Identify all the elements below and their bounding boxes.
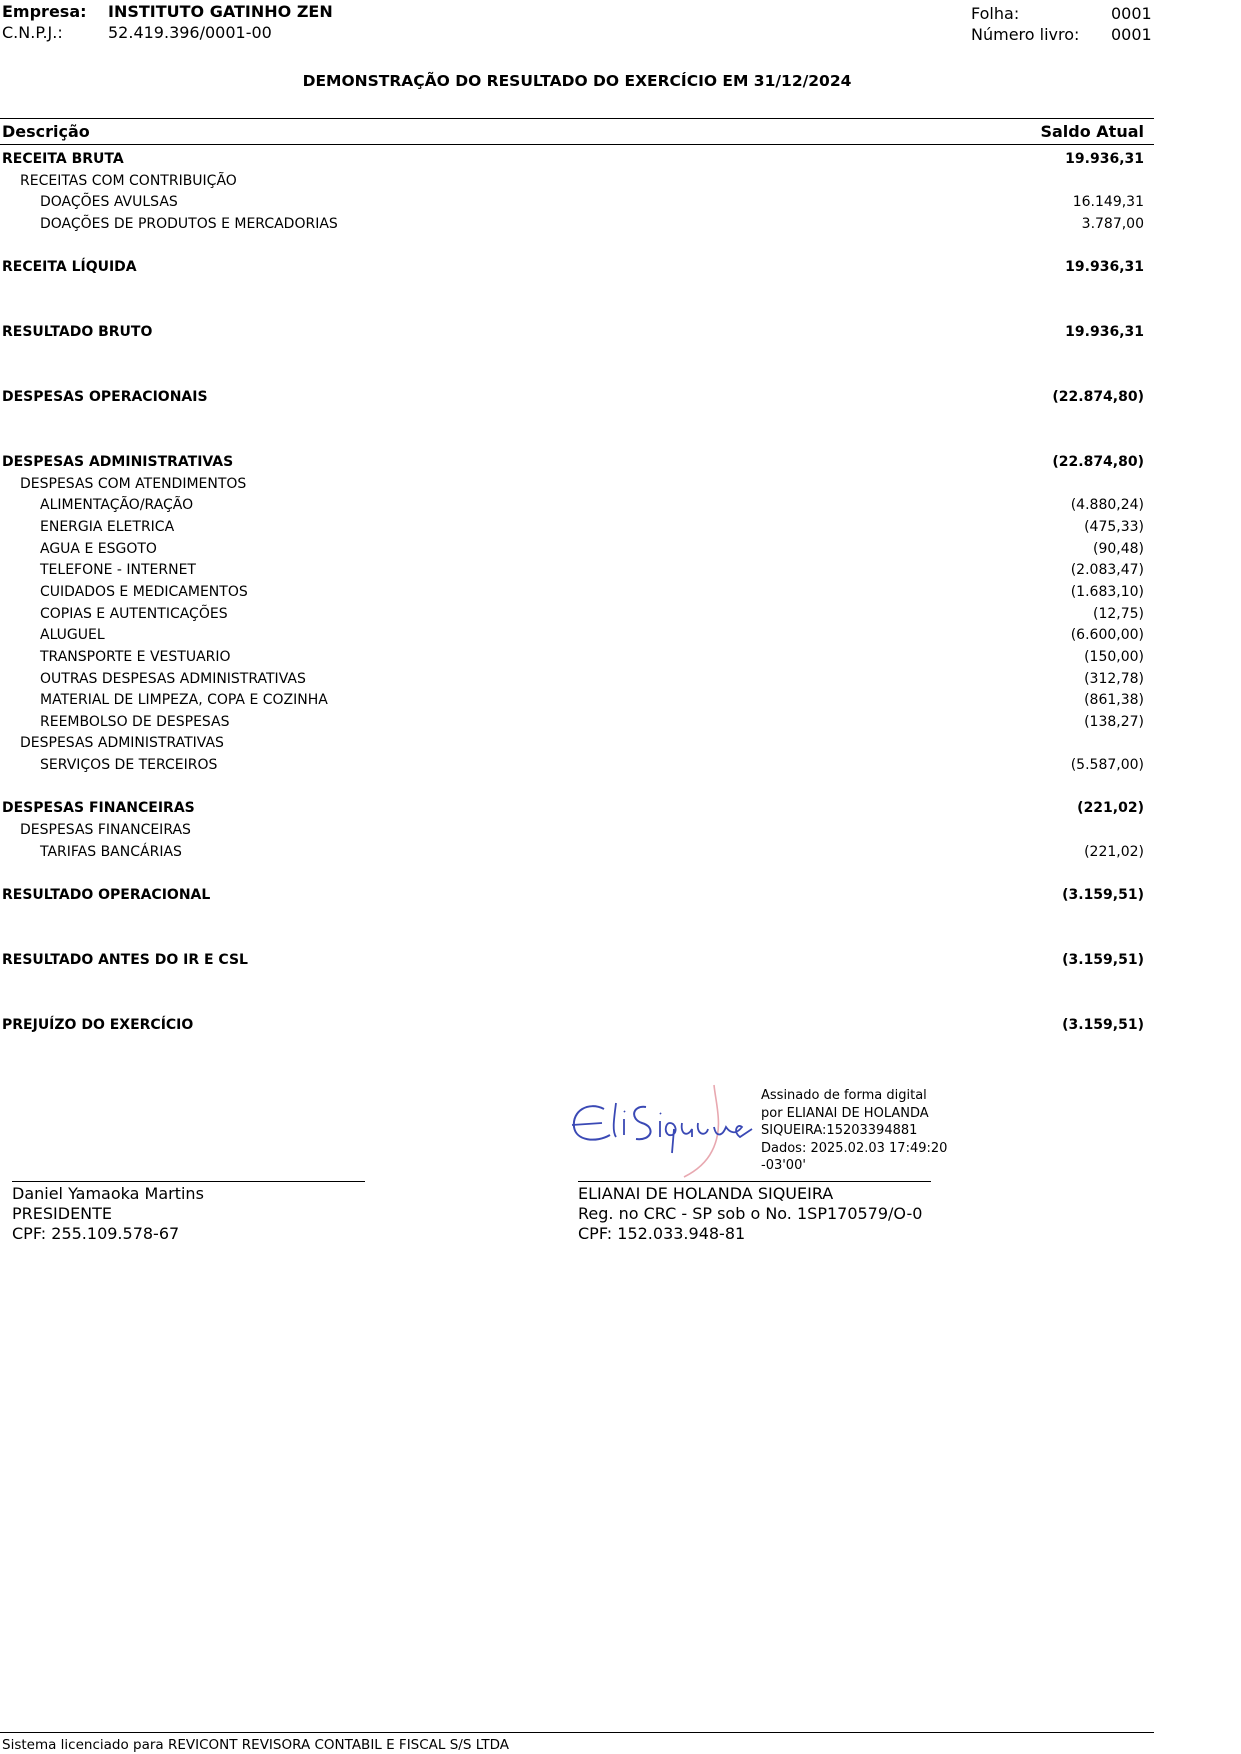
digital-signature-stamp <box>761 1087 947 1175</box>
row-label: RECEITA LÍQUIDA <box>2 259 137 275</box>
row-label: RECEITA BRUTA <box>2 151 124 167</box>
row-label: REEMBOLSO DE DESPESAS <box>40 714 230 730</box>
cnpj-label: C.N.P.J.: <box>2 23 63 42</box>
row-label: MATERIAL DE LIMPEZA, COPA E COZINHA <box>40 692 328 708</box>
signer-name: ELIANAI DE HOLANDA SIQUEIRA <box>578 1184 834 1203</box>
signer-name: Daniel Yamaoka Martins <box>12 1184 204 1203</box>
table-row <box>0 582 1144 602</box>
table-row <box>0 539 1144 559</box>
row-value: (861,38) <box>1084 692 1144 708</box>
table-row <box>0 214 1144 234</box>
table-row <box>0 322 1144 342</box>
right-signature-line <box>578 1181 931 1182</box>
row-label: RESULTADO OPERACIONAL <box>2 887 211 903</box>
row-value: 19.936,31 <box>1065 324 1144 340</box>
company-label: Empresa: <box>2 2 87 21</box>
signer-role: Reg. no CRC - SP sob o No. 1SP170579/O-0 <box>578 1204 923 1223</box>
row-value: (221,02) <box>1077 800 1144 816</box>
table-row <box>0 452 1144 472</box>
row-value: (150,00) <box>1084 649 1144 665</box>
table-row <box>0 669 1144 689</box>
table-row <box>0 712 1144 732</box>
table-row <box>0 647 1144 667</box>
signer-cpf: CPF: 255.109.578-67 <box>12 1224 180 1243</box>
stamp-line: Assinado de forma digital <box>761 1088 927 1103</box>
stamp-line: Dados: 2025.02.03 17:49:20 <box>761 1140 948 1156</box>
row-label: OUTRAS DESPESAS ADMINISTRATIVAS <box>40 671 306 687</box>
report-title: DEMONSTRAÇÃO DO RESULTADO DO EXERCÍCIO EM 31/12/2024 <box>302 72 852 90</box>
row-value: (3.159,51) <box>1062 1017 1144 1033</box>
row-value: (221,02) <box>1084 844 1144 860</box>
row-value: (12,75) <box>1092 606 1144 622</box>
table-row <box>0 733 1144 753</box>
table-row <box>0 820 1144 840</box>
table-row <box>0 625 1144 645</box>
table-row <box>0 149 1144 169</box>
row-label: RESULTADO BRUTO <box>2 324 153 340</box>
row-label: AGUA E ESGOTO <box>40 541 157 557</box>
row-label: DESPESAS ADMINISTRATIVAS <box>2 454 234 470</box>
row-value: (22.874,80) <box>1052 454 1144 470</box>
table-row <box>0 690 1144 710</box>
row-label: CUIDADOS E MEDICAMENTOS <box>40 584 248 600</box>
row-value: (6.600,00) <box>1070 627 1144 643</box>
table-header-rule <box>0 144 1154 145</box>
stamp-line: por ELIANAI DE HOLANDA <box>761 1105 929 1121</box>
table-row <box>0 517 1144 537</box>
row-value: (5.587,00) <box>1070 757 1144 773</box>
stamp-line: -03'00' <box>761 1158 806 1173</box>
table-row <box>0 474 1144 494</box>
row-value: 19.936,31 <box>1065 259 1144 275</box>
row-label: DESPESAS COM ATENDIMENTOS <box>20 476 247 492</box>
row-label: RECEITAS COM CONTRIBUIÇÃO <box>20 173 237 189</box>
row-label: TARIFAS BANCÁRIAS <box>40 844 182 860</box>
row-label: DOAÇÕES DE PRODUTOS E MERCADORIAS <box>40 216 338 232</box>
row-label: SERVIÇOS DE TERCEIROS <box>40 757 218 773</box>
footer-license: Sistema licenciado para REVICONT REVISORA CONTABIL E FISCAL S/S LTDA <box>2 1737 510 1753</box>
row-label: DESPESAS ADMINISTRATIVAS <box>20 735 224 751</box>
row-value: 19.936,31 <box>1065 151 1144 167</box>
row-value: (312,78) <box>1084 671 1144 687</box>
row-label: ALUGUEL <box>40 627 105 643</box>
company-name: INSTITUTO GATINHO ZEN <box>108 2 333 21</box>
row-label: COPIAS E AUTENTICAÇÕES <box>40 606 228 622</box>
row-label: DESPESAS FINANCEIRAS <box>20 822 191 838</box>
table-row <box>0 842 1144 862</box>
row-value: (22.874,80) <box>1052 389 1144 405</box>
left-signature-block <box>12 1184 204 1244</box>
table-row <box>0 604 1144 624</box>
table-row <box>0 798 1144 818</box>
right-signature-block <box>578 1184 922 1244</box>
table-row <box>0 171 1144 191</box>
row-value: (2.083,47) <box>1070 562 1144 578</box>
table-row <box>0 192 1144 212</box>
folha-label: Folha: <box>971 4 1020 23</box>
folha-value: 0001 <box>1111 4 1152 23</box>
row-label: DESPESAS FINANCEIRAS <box>2 800 195 816</box>
row-label: TRANSPORTE E VESTUARIO <box>40 649 231 665</box>
row-label: RESULTADO ANTES DO IR E CSL <box>2 952 248 968</box>
table-row <box>0 387 1144 407</box>
signer-cpf: CPF: 152.033.948-81 <box>578 1224 746 1243</box>
row-label: PREJUÍZO DO EXERCÍCIO <box>2 1017 194 1033</box>
table-row <box>0 560 1144 580</box>
row-value: (90,48) <box>1092 541 1144 557</box>
row-value: (1.683,10) <box>1070 584 1144 600</box>
row-label: ENERGIA ELETRICA <box>40 519 175 535</box>
row-value: (475,33) <box>1084 519 1144 535</box>
row-label: DOAÇÕES AVULSAS <box>40 194 178 210</box>
table-row <box>0 885 1144 905</box>
row-label: TELEFONE - INTERNET <box>40 562 196 578</box>
row-label: ALIMENTAÇÃO/RAÇÃO <box>40 497 194 513</box>
footer-rule <box>0 1732 1154 1733</box>
table-row <box>0 950 1144 970</box>
row-value: (3.159,51) <box>1062 887 1144 903</box>
livro-label: Número livro: <box>971 25 1080 44</box>
row-value: 16.149,31 <box>1072 194 1144 210</box>
livro-value: 0001 <box>1111 25 1152 44</box>
stamp-line: SIQUEIRA:15203394881 <box>761 1123 918 1138</box>
column-description: Descrição <box>2 122 90 141</box>
row-label: DESPESAS OPERACIONAIS <box>2 389 208 405</box>
row-value: (138,27) <box>1084 714 1144 730</box>
table-row <box>0 257 1144 277</box>
table-row <box>0 495 1144 515</box>
row-value: (4.880,24) <box>1070 497 1144 513</box>
handwritten-signature <box>566 1083 758 1179</box>
row-value: 3.787,00 <box>1081 216 1144 232</box>
row-value: (3.159,51) <box>1062 952 1144 968</box>
cnpj-value: 52.419.396/0001-00 <box>108 23 272 42</box>
column-balance: Saldo Atual <box>1040 122 1144 141</box>
table-top-rule <box>0 118 1154 119</box>
table-row <box>0 1015 1144 1035</box>
left-signature-line <box>12 1181 365 1182</box>
signer-role: PRESIDENTE <box>12 1204 113 1223</box>
table-row <box>0 755 1144 775</box>
